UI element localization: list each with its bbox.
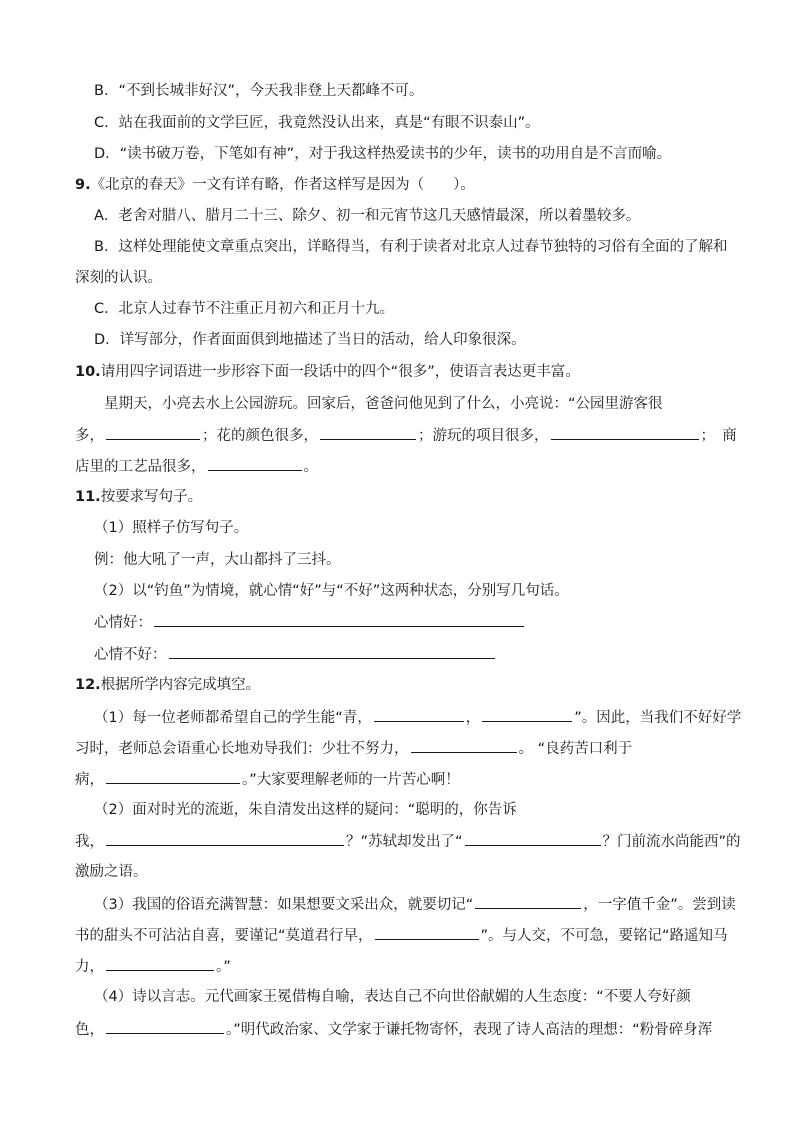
answer-blank[interactable] (208, 456, 302, 471)
q12-part3-line3: 力， 。” (75, 956, 231, 977)
q12-part2-line1: （2）面对时光的流逝，朱自清发出这样的疑问：“聪明的，你告诉 (94, 802, 517, 818)
answer-blank[interactable] (106, 769, 240, 784)
q9-option-a: A．老舍对腊八、腊月二十三、除夕、初一和元宵节这几天感情最深，所以着墨较多。 (94, 208, 641, 224)
q9-option-d: D．详写部分，作者面面俱到地描述了当日的活动，给人印象很深。 (94, 332, 526, 348)
answer-blank[interactable] (106, 425, 200, 440)
answer-blank[interactable] (375, 925, 479, 940)
q11-part1: （1）照样子仿写句子。 (94, 520, 249, 536)
answer-blank[interactable] (106, 956, 214, 971)
q11-part2: （2）以“钓鱼”为情境，就心情“好”与“不好”这两种状态，分别写几句话。 (94, 583, 569, 599)
q10-passage-line2: 多， ；花的颜色很多， ；游玩的项目很多， ； 商 (75, 425, 737, 446)
question-number: 11. (75, 489, 101, 505)
answer-blank[interactable] (169, 644, 495, 659)
q12-part3-line2: 书的甜头不可沾沾自喜，要谨记“莫道君行早， ”。与人交，不可急，要铭记“路遥知马 (75, 925, 728, 946)
q9-option-b: B．这样处理能使文章重点突出，详略得当，有利于读者对北京人过春节独特的习俗有全面的了解和 (94, 239, 728, 255)
q12-part4-line1: （4）诗以言志。元代画家王冕借梅自喻，表达自己不向世俗献媚的人生态度：“不要人夸好颜 (94, 989, 691, 1005)
q11-example: 例：他大吼了一声，大山都抖了三抖。 (94, 552, 341, 568)
answer-blank[interactable] (551, 425, 699, 440)
question-10: 10.请用四字词语进一步形容下面一段话中的四个“很多”，使语言表达更丰富。 (75, 364, 580, 380)
q8-option-d: D．“读书破万卷，下笔如有神”，对于我这样热爱读书的少年，读书的功用自是不言而喻。 (94, 146, 672, 162)
question-number: 9. (75, 177, 91, 193)
q8-option-c: C．站在我面前的文学巨匠，我竟然没认出来，真是“有眼不识泰山”。 (94, 115, 540, 131)
question-number: 10. (75, 364, 101, 380)
answer-blank[interactable] (374, 707, 464, 722)
q12-part1-line1: （1）每一位老师都希望自己的学生能“青， ， ”。因此，当我们不好好学 (94, 707, 741, 728)
answer-blank[interactable] (106, 831, 344, 846)
q11-bad-mood: 心情不好： (94, 644, 497, 665)
q12-part4-line2: 色， 。”明代政治家、文学家于谦托物寄怀，表现了诗人高洁的理想：“粉骨碎身浑 (75, 1019, 712, 1040)
q8-option-b: B．“不到长城非好汉”，今天我非登上天都峰不可。 (94, 83, 424, 99)
q12-part1-line3: 病， 。”大家要理解老师的一片苦心啊！ (75, 769, 460, 790)
question-9: 9.《北京的春天》一文有详有略，作者这样写是因为（ ）。 (75, 177, 475, 193)
q10-passage-line1: 星期天，小亮去水上公园游玩。回家后，爸爸问他见到了什么，小亮说：“公园里游客很 (104, 396, 663, 412)
answer-blank[interactable] (411, 738, 517, 753)
q12-part3-line1: （3）我国的俗语充满智慧：如果想要文采出众，就要切记“ ，一字值千金”。尝到读 (94, 894, 736, 915)
q9-option-c: C．北京人过春节不注重正月初六和正月十九。 (94, 301, 395, 317)
q11-good-mood: 心情好： (94, 612, 526, 633)
q12-part2-line2: 我， ？”苏轼却发出了“ ？门前流水尚能西”的 (75, 831, 741, 852)
answer-blank[interactable] (475, 894, 581, 909)
question-number: 12. (75, 677, 101, 693)
question-12: 12.根据所学内容完成填空。 (75, 677, 261, 693)
answer-blank[interactable] (320, 425, 416, 440)
answer-blank[interactable] (482, 707, 572, 722)
answer-blank[interactable] (465, 831, 601, 846)
q10-passage-line3: 店里的工艺品很多， 。 (75, 456, 318, 477)
q12-part1-line2: 习时，老师总会语重心长地劝导我们：少壮不努力， 。 “良药苦口利于 (75, 738, 632, 759)
question-11: 11.按要求写句子。 (75, 489, 203, 505)
answer-blank[interactable] (106, 1019, 224, 1034)
answer-blank[interactable] (154, 612, 524, 627)
q12-part2-line3: 激励之语。 (75, 864, 148, 880)
q9-option-b-cont: 深刻的认识。 (75, 270, 162, 286)
